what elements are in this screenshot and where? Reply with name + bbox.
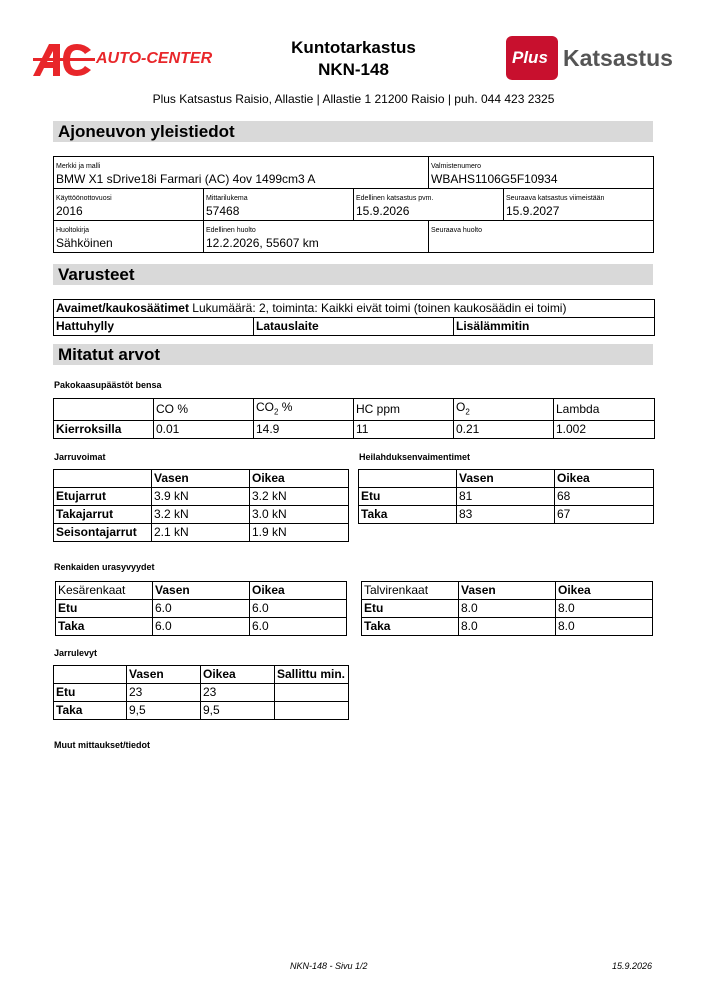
- field-label: Merkki ja malli: [56, 163, 101, 170]
- row-label: Etu: [56, 600, 153, 618]
- section-equipment-heading: Varusteet: [53, 264, 653, 285]
- table-row: [359, 506, 654, 524]
- table-row: [54, 702, 349, 720]
- field-value: BMW X1 sDrive18i Farmari (AC) 4ov 1499cm3 A: [56, 172, 316, 186]
- row-label: Taka: [359, 506, 457, 524]
- value-cell: 6.0: [153, 600, 250, 618]
- header-cell: Oikea: [556, 582, 653, 600]
- header-cell: Sallittu min.: [275, 666, 349, 684]
- next-inspection-cell: [504, 189, 654, 221]
- header-cell: Vasen: [459, 582, 556, 600]
- header-cell: [454, 399, 554, 421]
- header-cell: Talvirenkaat: [362, 582, 459, 600]
- equipment-table: [53, 299, 655, 336]
- section-measured-heading: Mitatut arvot: [53, 344, 653, 365]
- header-cell: [54, 470, 152, 488]
- brakes-table: [53, 469, 349, 542]
- table-row: [54, 157, 654, 189]
- document-title: Kuntotarkastus: [291, 38, 416, 57]
- table-row: [54, 684, 349, 702]
- first-reg-cell: [54, 189, 204, 221]
- shocks-label: Heilahduksenvaimentimet: [359, 452, 471, 462]
- row-label: Taka: [54, 702, 127, 720]
- header-cell: HC ppm: [354, 399, 454, 421]
- header-cell: Oikea: [555, 470, 654, 488]
- value-cell: 8.0: [459, 600, 556, 618]
- value-cell: 67: [555, 506, 654, 524]
- value-cell: 83: [457, 506, 555, 524]
- winter-tires-table: [361, 581, 653, 636]
- plus-logo-word: Plus: [512, 48, 548, 67]
- header-cell: Kesärenkaat: [56, 582, 153, 600]
- table-row: [54, 470, 349, 488]
- last-inspection-cell: [354, 189, 504, 221]
- field-label: Edellinen huolto: [206, 227, 256, 234]
- table-row: [362, 582, 653, 600]
- row-label: Taka: [56, 618, 153, 636]
- registration-plate: NKN-148: [318, 60, 389, 79]
- o2-subscript: 2: [465, 407, 470, 417]
- header-cell: [54, 666, 127, 684]
- table-row: [362, 618, 653, 636]
- vehicle-info-table: [53, 156, 654, 253]
- equipment-item: Hattuhylly: [54, 318, 254, 336]
- keys-label: Avaimet/kaukosäätimet: [56, 301, 189, 315]
- value-cell: 14.9: [254, 421, 354, 439]
- row-label: Etu: [359, 488, 457, 506]
- table-row: [359, 470, 654, 488]
- row-label: Etu: [362, 600, 459, 618]
- row-label: Seisontajarrut: [54, 524, 152, 542]
- auto-center-logo-text: AUTO-CENTER: [96, 50, 213, 67]
- table-row: [56, 618, 347, 636]
- row-label: Etujarrut: [54, 488, 152, 506]
- field-label: Seuraava huolto: [431, 227, 482, 234]
- value-cell: [275, 702, 349, 720]
- value-cell: 3.9 kN: [152, 488, 250, 506]
- header-cell: Oikea: [250, 582, 347, 600]
- make-model-cell: [54, 157, 429, 189]
- value-cell: 6.0: [153, 618, 250, 636]
- emissions-table: [53, 398, 655, 439]
- service-book-cell: [54, 221, 204, 253]
- value-cell: 0.01: [154, 421, 254, 439]
- value-cell: 9,5: [201, 702, 275, 720]
- table-row: [54, 524, 349, 542]
- value-cell: 6.0: [250, 618, 347, 636]
- field-value: 2016: [56, 204, 83, 218]
- shocks-table: [358, 469, 654, 524]
- table-row: [54, 300, 655, 318]
- value-cell: 8.0: [556, 600, 653, 618]
- field-label: Huoltokirja: [56, 227, 90, 234]
- brake-discs-table: [53, 665, 349, 720]
- o2-text: O: [456, 400, 466, 414]
- row-label: Taka: [362, 618, 459, 636]
- value-cell: 8.0: [459, 618, 556, 636]
- footer-date: 15.9.2026: [612, 961, 653, 971]
- table-row: [54, 399, 655, 421]
- next-service-cell: [429, 221, 654, 253]
- table-row: [54, 221, 654, 253]
- equipment-item: Lisälämmitin: [454, 318, 655, 336]
- section-general-heading: Ajoneuvon yleistiedot: [53, 121, 653, 142]
- header-cell: Lambda: [554, 399, 655, 421]
- value-cell: 11: [354, 421, 454, 439]
- field-label: Seuraava katsastus viimeistään: [506, 195, 605, 202]
- field-value: WBAHS1106G5F10934: [431, 172, 558, 186]
- field-label: Mittarilukema: [206, 195, 248, 202]
- equipment-item: Latauslaite: [254, 318, 454, 336]
- summer-tires-table: [55, 581, 347, 636]
- other-measurements-label: Muut mittaukset/tiedot: [54, 740, 150, 750]
- station-address: Plus Katsastus Raisio, Allastie | Allastie 1 21200 Raisio | puh. 044 423 2325: [152, 92, 555, 106]
- co2-subscript: 2: [274, 407, 279, 417]
- value-cell: 68: [555, 488, 654, 506]
- field-value: 15.9.2027: [506, 204, 560, 218]
- brakes-label: Jarruvoimat: [54, 452, 106, 462]
- value-cell: 23: [201, 684, 275, 702]
- value-cell: 23: [127, 684, 201, 702]
- table-row: [359, 488, 654, 506]
- row-label: Takajarrut: [54, 506, 152, 524]
- header-cell: [254, 399, 354, 421]
- keys-cell: [54, 300, 655, 318]
- value-cell: 9,5: [127, 702, 201, 720]
- table-row: [54, 421, 655, 439]
- value-cell: 3.2 kN: [152, 506, 250, 524]
- header-cell: [54, 399, 154, 421]
- field-value: 57468: [206, 204, 240, 218]
- keys-text: Lukumäärä: 2, toiminta: Kaikki eivät toimi (toinen kaukosäädin ei toimi): [192, 301, 567, 315]
- header-cell: CO %: [154, 399, 254, 421]
- table-row: [54, 488, 349, 506]
- value-cell: 0.21: [454, 421, 554, 439]
- value-cell: 3.0 kN: [250, 506, 349, 524]
- value-cell: 6.0: [250, 600, 347, 618]
- field-value: 15.9.2026: [356, 204, 410, 218]
- header-cell: [359, 470, 457, 488]
- header-cell: Vasen: [127, 666, 201, 684]
- header-cell: Oikea: [250, 470, 349, 488]
- header-cell: Vasen: [457, 470, 555, 488]
- discs-label: Jarrulevyt: [54, 648, 98, 658]
- tires-label: Renkaiden urasyvyydet: [54, 562, 155, 572]
- table-row: [54, 318, 655, 336]
- table-row: [54, 189, 654, 221]
- table-row: [56, 582, 347, 600]
- value-cell: 1.002: [554, 421, 655, 439]
- field-value: 12.2.2026, 55607 km: [206, 236, 319, 250]
- field-label: Edellinen katsastus pvm.: [356, 195, 434, 202]
- co2-unit: %: [278, 400, 293, 414]
- field-label: Käyttöönottovuosi: [56, 195, 112, 202]
- value-cell: 3.2 kN: [250, 488, 349, 506]
- value-cell: [275, 684, 349, 702]
- emissions-label: Pakokaasupäästöt bensa: [54, 380, 162, 390]
- vin-cell: [429, 157, 654, 189]
- field-value: Sähköinen: [56, 236, 113, 250]
- odometer-cell: [204, 189, 354, 221]
- value-cell: 81: [457, 488, 555, 506]
- table-row: [54, 666, 349, 684]
- value-cell: 2.1 kN: [152, 524, 250, 542]
- page-number: NKN-148 - Sivu 1/2: [290, 961, 368, 971]
- header-cell: Vasen: [153, 582, 250, 600]
- table-row: [362, 600, 653, 618]
- field-label: Valmistenumero: [431, 163, 482, 170]
- table-row: [54, 506, 349, 524]
- katsastus-logo-word: Katsastus: [563, 45, 673, 71]
- table-row: [56, 600, 347, 618]
- last-service-cell: [204, 221, 429, 253]
- row-label: Etu: [54, 684, 127, 702]
- co2-text: CO: [256, 400, 274, 414]
- header-cell: Vasen: [152, 470, 250, 488]
- header-cell: Oikea: [201, 666, 275, 684]
- row-label: Kierroksilla: [54, 421, 154, 439]
- value-cell: 1.9 kN: [250, 524, 349, 542]
- value-cell: 8.0: [556, 618, 653, 636]
